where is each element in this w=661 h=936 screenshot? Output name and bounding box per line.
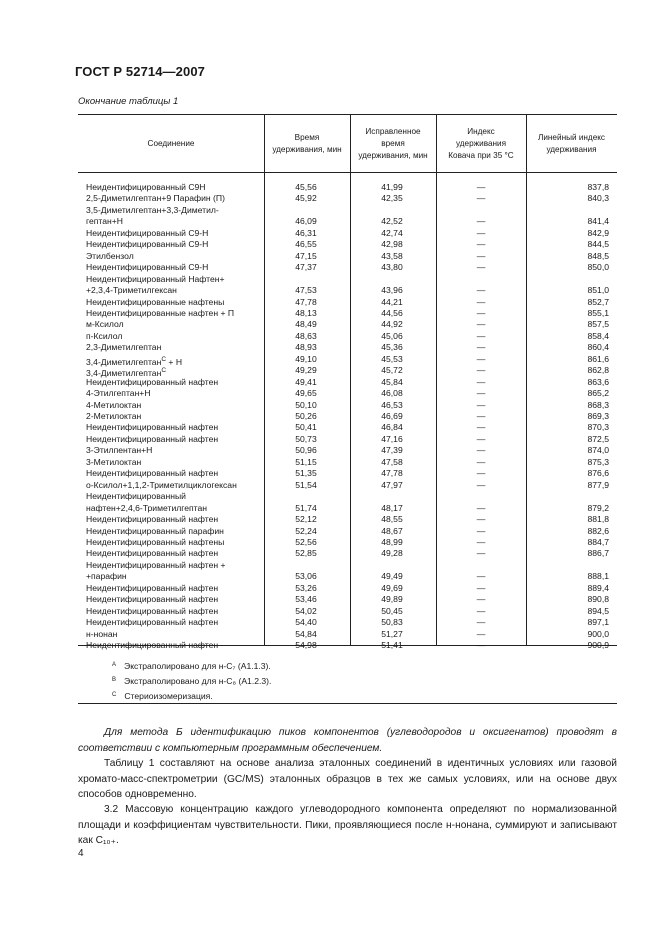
table-cell: 881,8 (587, 514, 609, 525)
table-cell: — (476, 456, 486, 467)
table-cell: 840,3 (587, 193, 609, 204)
table-row (78, 354, 617, 365)
table-cell: 863,6 (587, 376, 609, 387)
table-cell: 855,1 (587, 307, 609, 318)
table-cell: — (476, 445, 486, 456)
table-cell: 841,4 (587, 216, 609, 227)
header-rule (78, 172, 617, 173)
table-cell: 4-Метилоктан (86, 399, 142, 410)
table-row (78, 514, 617, 525)
column-header: Исправленное время удерживания, мин (358, 126, 428, 160)
table-cell: 46,31 (295, 227, 317, 238)
column-header: Индекс удерживания Ковача при 35 °С (448, 126, 514, 160)
table-cell: 48,99 (381, 536, 403, 547)
table-notes (112, 658, 271, 703)
table-cell: — (476, 182, 486, 192)
table-cell: 3-Метилоктан (86, 456, 142, 467)
table-cell: 51,41 (381, 640, 403, 650)
table-row (78, 377, 617, 388)
table-cell: 4-Этилгептан+Н (86, 388, 151, 399)
table-row (78, 548, 617, 559)
table-cell: Неидентифицированный нафтен (86, 376, 219, 387)
table-cell: Этилбензол (86, 250, 134, 261)
table-cell: — (476, 411, 486, 421)
table-cell: +парафин (86, 571, 127, 582)
table-cell: 46,53 (381, 399, 403, 410)
table-row (78, 274, 617, 285)
column-header: Соединение (147, 138, 195, 148)
table-cell: 50,41 (295, 422, 317, 433)
table-cell: Неидентифицированные нафтен + П (86, 307, 235, 318)
table-cell: 848,5 (587, 250, 609, 261)
table-cell: Неидентифицированный Нафтен+ (86, 273, 225, 284)
table-cell: 889,4 (587, 582, 609, 593)
table-cell: 882,6 (587, 525, 609, 536)
table-cell: 48,93 (295, 342, 317, 353)
table-row (78, 216, 617, 227)
table-cell: 42,74 (381, 227, 403, 238)
table-row (78, 182, 617, 193)
table-cell: 48,63 (295, 330, 317, 341)
table-cell: 54,40 (295, 617, 317, 628)
table-row (78, 400, 617, 411)
table-cell: — (476, 571, 486, 582)
table-row (78, 617, 617, 628)
table-cell: 2,5-Диметилгептан+9 Парафин (П) (86, 193, 225, 204)
table-cell: 48,55 (381, 514, 403, 525)
table-cell: 865,2 (587, 388, 609, 399)
table-cell: 861,6 (587, 353, 609, 364)
table-row (78, 537, 617, 548)
table-cell: 46,69 (381, 411, 403, 421)
table-cell: 868,3 (587, 399, 609, 410)
table-row (78, 388, 617, 399)
table-cell: 53,46 (295, 594, 317, 605)
table-cell: 42,35 (381, 193, 403, 204)
table-cell: — (476, 628, 486, 639)
table-cell: 884,7 (587, 536, 609, 547)
table-cell: 46,84 (381, 422, 403, 433)
table-row (78, 319, 617, 330)
table-cell: нафтен+2,4,6-Триметилгептан (86, 502, 208, 513)
table-cell: 894,5 (587, 605, 609, 616)
table-cell: 49,41 (295, 376, 317, 387)
table-cell: 49,89 (381, 594, 403, 605)
table-cell: — (476, 433, 486, 444)
table-row (78, 468, 617, 479)
table-cell: 852,7 (587, 296, 609, 307)
table-row (78, 526, 617, 537)
table-cell: 844,5 (587, 239, 609, 250)
table-cell: Неидентифицированный С9-Н (86, 239, 209, 250)
paragraph-3-2: 3.2 Массовую концентрацию каждого углеводородного компонента определяют по нормализованной площади и коэффициентам чувствительности. Пики, проявляющиеся после н-нонана, суммируют и записывают как С₁₀₊. (78, 804, 617, 847)
table-cell: Неидентифицированный нафтен (86, 605, 219, 616)
table-cell: 49,49 (381, 571, 403, 582)
table-cell: — (476, 525, 486, 536)
table-row (78, 365, 617, 379)
table-cell: — (476, 227, 486, 238)
table-cell: 53,26 (295, 582, 317, 593)
table-cell: 47,39 (381, 445, 403, 456)
table-cell: Неидентифицированный нафтен (86, 433, 219, 444)
table-cell: 876,6 (587, 468, 609, 479)
table-row (78, 594, 617, 605)
table-cell: — (476, 594, 486, 605)
paragraph-table-1: Таблицу 1 составляют на основе анализа эталонных соединений в идентичных условиях или газовой хромато-масс-спектрометрии (GC/MS) эталонных образцов в тех же самых условиях, или на основе двух способов одновременно. (78, 758, 617, 801)
table-cell: — (476, 536, 486, 547)
table-cell: 47,16 (381, 433, 403, 444)
table-cell: 851,0 (587, 285, 609, 296)
table-row (78, 480, 617, 491)
table-row (78, 297, 617, 308)
table-cell: 49,65 (295, 388, 317, 399)
table-row (78, 411, 617, 422)
data-table (78, 114, 617, 704)
table-cell: 43,96 (381, 285, 403, 296)
table-cell: 47,58 (381, 456, 403, 467)
table-row (78, 560, 617, 571)
table-row (78, 503, 617, 514)
table-cell: 52,12 (295, 514, 317, 525)
table-cell: 51,74 (295, 502, 317, 513)
table-cell: 42,98 (381, 239, 403, 250)
table-row (78, 422, 617, 433)
table-cell: — (476, 250, 486, 261)
table-cell: Неидентифицированный нафтен (86, 582, 219, 593)
table-cell: 45,56 (295, 182, 317, 192)
table-cell: Неидентифицированный нафтены (86, 536, 225, 547)
table-cell: 44,56 (381, 307, 403, 318)
table-cell: 49,69 (381, 582, 403, 593)
table-cell: 43,58 (381, 250, 403, 261)
table-cell: Неидентифицированный нафтен (86, 514, 219, 525)
table-cell: 48,13 (295, 307, 317, 318)
table-cell: 52,56 (295, 536, 317, 547)
table-cell: — (476, 548, 486, 559)
table-cell: 890,8 (587, 594, 609, 605)
table-cell: 886,7 (587, 548, 609, 559)
table-cell: 2,3-Диметилгептан (86, 342, 162, 353)
note-b: $^B$ Экстраполировано для н-С₈ (А1.2.3). (112, 676, 272, 686)
table-cell: — (476, 307, 486, 318)
table-cell: 45,53 (381, 353, 403, 364)
table-cell: — (476, 239, 486, 250)
table-row (78, 342, 617, 353)
table-cell: 860,4 (587, 342, 609, 353)
table-cell: 875,3 (587, 456, 609, 467)
table-row (78, 193, 617, 204)
table-cell: 54,84 (295, 628, 317, 639)
table-cell: 53,06 (295, 571, 317, 582)
table-cell: 51,54 (295, 479, 317, 490)
table-cell: 869,3 (587, 411, 609, 421)
table-cell: — (476, 388, 486, 399)
table-cell: 44,21 (381, 296, 403, 307)
table-cell: 50,83 (381, 617, 403, 628)
table-row (78, 205, 617, 216)
table-cell: Неидентифицированный С9-Н (86, 262, 209, 273)
table-cell: 3,5-Диметилгептан+3,3-Диметил- (86, 204, 219, 215)
table-cell: Неидентифицированный парафин (86, 525, 224, 536)
table-cell: 842,9 (587, 227, 609, 238)
table-row (78, 239, 617, 250)
table-cell: 46,08 (381, 388, 403, 399)
table-cell: — (476, 640, 486, 650)
table-cell: 872,5 (587, 433, 609, 444)
table-row (78, 457, 617, 468)
table-cell: 51,15 (295, 456, 317, 467)
table-cell: 900,0 (587, 628, 609, 639)
table-cell: — (476, 605, 486, 616)
table-cell: 46,55 (295, 239, 317, 250)
table-cell: н-нонан (86, 628, 118, 639)
table-cell: 54,98 (295, 640, 317, 650)
table-cell: 3,4-Диметилгептан$^C$ + Н (86, 355, 183, 367)
table-cell: Неидентифицированный С9Н (86, 182, 206, 192)
table-cell: 3-Этилпентан+Н (86, 445, 153, 456)
table-cell: — (476, 617, 486, 628)
table-row (78, 583, 617, 594)
table-cell: 897,1 (587, 617, 609, 628)
table-cell: гептан+Н (86, 216, 123, 227)
table-cell: — (476, 468, 486, 479)
table-row (78, 571, 617, 582)
table-cell: Неидентифицированные нафтены (86, 296, 225, 307)
table-cell: 50,26 (295, 411, 317, 421)
table-cell: — (476, 296, 486, 307)
table-cell: о-Ксилол+1,1,2-Триметилциклогексан (86, 479, 237, 490)
table-cell: — (476, 479, 486, 490)
table-cell: п-Ксилол (86, 330, 123, 341)
table-cell: 2-Метилоктан (86, 411, 142, 421)
table-cell: — (476, 502, 486, 513)
table-cell: 42,52 (381, 216, 403, 227)
table-cell: 51,35 (295, 468, 317, 479)
table-cell: — (476, 262, 486, 273)
table-cell: 870,3 (587, 422, 609, 433)
table-cell: 50,45 (381, 605, 403, 616)
table-cell: 50,96 (295, 445, 317, 456)
table-cell: Неидентифицированный нафтен (86, 422, 219, 433)
table-cell: 49,28 (381, 548, 403, 559)
document-header: ГОСТ Р 52714—2007 (75, 64, 205, 79)
table-cell: — (476, 365, 486, 376)
table-cell: 45,06 (381, 330, 403, 341)
table-row (78, 640, 617, 651)
page-number: 4 (78, 848, 84, 859)
table-cell: 52,24 (295, 525, 317, 536)
table-cell: Неидентифицированный нафтен (86, 548, 219, 559)
table-cell: 47,15 (295, 250, 317, 261)
table-cell: 48,17 (381, 502, 403, 513)
table-cell: 51,27 (381, 628, 403, 639)
table-cell: 50,10 (295, 399, 317, 410)
table-cell: 52,85 (295, 548, 317, 559)
table-cell: 862,8 (587, 365, 609, 376)
table-row (78, 262, 617, 273)
table-cell: — (476, 376, 486, 387)
table-row (78, 308, 617, 319)
table-cell: Неидентифицированный нафтен + (86, 559, 226, 570)
table-cell: 50,73 (295, 433, 317, 444)
table-cell: — (476, 342, 486, 353)
table-cell: — (476, 319, 486, 330)
table-cell: Неидентифицированный С9-Н (86, 227, 209, 238)
table-cell: 46,09 (295, 216, 317, 227)
table-cell: 45,92 (295, 193, 317, 204)
table-row (78, 606, 617, 617)
table-cell: 49,10 (295, 353, 317, 364)
table-cell: 874,0 (587, 445, 609, 456)
table-cell: +2,3,4-Триметилгексан (86, 285, 177, 296)
table-cell: 858,4 (587, 330, 609, 341)
table-caption: Окончание таблицы 1 (78, 96, 179, 107)
table-row (78, 491, 617, 502)
table-cell: 879,2 (587, 502, 609, 513)
table-cell: — (476, 582, 486, 593)
table-cell: 48,49 (295, 319, 317, 330)
table-cell: Неидентифицированный нафтен (86, 617, 219, 628)
table-row (78, 228, 617, 239)
table-cell: 48,67 (381, 525, 403, 536)
table-cell: м-Ксилол (86, 319, 124, 330)
table-cell: — (476, 330, 486, 341)
table-row (78, 629, 617, 640)
table-cell: — (476, 422, 486, 433)
table-cell: — (476, 193, 486, 204)
table-cell: 850,0 (587, 262, 609, 273)
table-cell: 47,37 (295, 262, 317, 273)
table-cell: 41,99 (381, 182, 403, 192)
table-cell: 47,78 (295, 296, 317, 307)
table-cell: 877,9 (587, 479, 609, 490)
table-cell: 43,80 (381, 262, 403, 273)
table-cell: 837,8 (587, 182, 609, 192)
table-cell: 49,29 (295, 365, 317, 376)
table-cell: 47,78 (381, 468, 403, 479)
table-row (78, 445, 617, 456)
table-cell: — (476, 514, 486, 525)
table-cell: 44,92 (381, 319, 403, 330)
table-cell: Неидентифицированный нафтен (86, 594, 219, 605)
column-header: Линейный индекс удерживания (537, 132, 606, 154)
table-row (78, 251, 617, 262)
table-cell: 3,4-Диметилгептан$^C$ (86, 367, 167, 379)
table-cell: Неидентифицированный (86, 491, 186, 502)
table-cell: 47,53 (295, 285, 317, 296)
table-cell: — (476, 216, 486, 227)
table-cell: — (476, 399, 486, 410)
table-cell: 900,9 (587, 640, 609, 650)
table-cell: — (476, 285, 486, 296)
column-header: Время удерживания, мин (272, 132, 342, 154)
table-cell: Неидентифицированный нафтен (86, 468, 219, 479)
note-a: $^A$ Экстраполировано для н-С₇ (А1.1.3). (112, 661, 271, 671)
table-cell: 857,5 (587, 319, 609, 330)
table-row (78, 331, 617, 342)
table-cell: 45,72 (381, 365, 403, 376)
table-cell: 45,36 (381, 342, 403, 353)
table-cell: — (476, 353, 486, 364)
table-cell: 45,84 (381, 376, 403, 387)
table-cell: 54,02 (295, 605, 317, 616)
table-cell: Неидентифицированный нафтен (86, 640, 219, 650)
table-row (78, 434, 617, 445)
paragraph-method-b: Для метода Б идентификацию пиков компонентов (углеводородов и оксигенатов) проводят в соответствии с компьютерным программным обеспечением. (78, 727, 617, 754)
table-row (78, 285, 617, 296)
table-cell: 888,1 (587, 571, 609, 582)
note-c: $^C$ Стериоизомеризация. (112, 691, 213, 701)
table-cell: 47,97 (381, 479, 403, 490)
